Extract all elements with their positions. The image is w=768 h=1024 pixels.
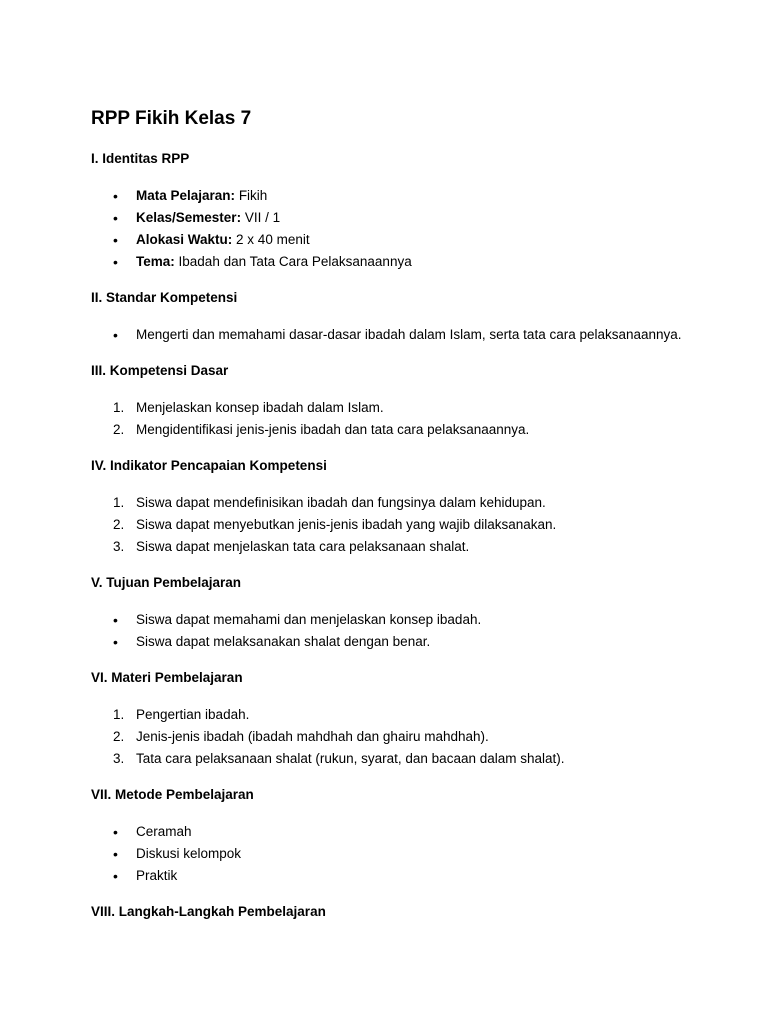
list-item [91,704,711,726]
item-text: Menjelaskan konsep ibadah dalam Islam. [136,400,384,415]
section-heading-indikator: IV. Indikator Pencapaian Kompetensi [91,458,327,473]
list-item [91,748,711,770]
item-number: 1. [113,400,125,415]
section-heading-materi: VI. Materi Pembelajaran [91,670,243,685]
section-heading-langkah: VIII. Langkah-Langkah Pembelajaran [91,904,326,919]
list-item [91,492,711,514]
item-number: 2. [113,422,125,437]
item-number: 2. [113,729,125,744]
section-heading-standar-kompetensi: II. Standar Kompetensi [91,290,238,305]
list-item [91,536,711,558]
list-item [91,419,711,441]
list-item [91,251,711,273]
item-value: Fikih [238,188,268,203]
list-item [91,514,711,536]
list-item: • Praktik [91,865,711,887]
item-text: Siswa dapat menjelaskan tata cara pelaksanaan shalat. [136,539,470,554]
item-number: 2. [113,517,125,532]
item-number: 3. [113,539,125,554]
item-text: Pengertian ibadah. [136,707,250,722]
identitas-list [91,185,711,273]
document-body [91,106,711,922]
list-item: • Ceramah [91,821,711,843]
section-heading-identitas: I. Identitas RPP [91,151,190,166]
section-heading-tujuan: V. Tujuan Pembelajaran [91,575,242,590]
tujuan-list [91,609,711,653]
list-item: • Siswa dapat memahami dan menjelaskan konsep ibadah. [91,609,711,631]
item-number: 1. [113,495,125,510]
indikator-list [91,492,711,558]
metode-list [91,821,711,887]
list-item [91,229,711,251]
item-text: Tata cara pelaksanaan shalat (rukun, syarat, dan bacaan dalam shalat). [136,751,565,766]
item-number: 3. [113,751,125,766]
item-label: Alokasi Waktu: [136,232,233,247]
list-item: • Siswa dapat melaksanakan shalat dengan benar. [91,631,711,653]
item-text: Jenis-jenis ibadah (ibadah mahdhah dan ghairu mahdhah). [136,729,489,744]
list-item: • Diskusi kelompok [91,843,711,865]
list-item [91,185,711,207]
item-value: Ibadah dan Tata Cara Pelaksanaannya [178,254,412,269]
standar-kompetensi-list [91,324,711,346]
list-item [91,207,711,229]
item-text: Siswa dapat mendefinisikan ibadah dan fungsinya dalam kehidupan. [136,495,546,510]
item-value: VII / 1 [244,210,281,225]
list-item [91,726,711,748]
item-number: 1. [113,707,125,722]
list-item [91,397,711,419]
list-item: • Mengerti dan memahami dasar-dasar ibadah dalam Islam, serta tata cara pelaksanaannya. [91,324,711,346]
item-label: Mata Pelajaran: [136,188,236,203]
materi-list [91,704,711,770]
section-heading-metode: VII. Metode Pembelajaran [91,787,254,802]
item-text: Siswa dapat menyebutkan jenis-jenis ibadah yang wajib dilaksanakan. [136,517,557,532]
item-label: Kelas/Semester: [136,210,242,225]
item-label: Tema: [136,254,175,269]
item-value: 2 x 40 menit [236,232,310,247]
kompetensi-dasar-list [91,397,711,441]
section-heading-kompetensi-dasar: III. Kompetensi Dasar [91,363,229,378]
item-text: Mengidentifikasi jenis-jenis ibadah dan tata cara pelaksanaannya. [136,422,530,437]
document-title: RPP Fikih Kelas 7 [91,108,252,129]
